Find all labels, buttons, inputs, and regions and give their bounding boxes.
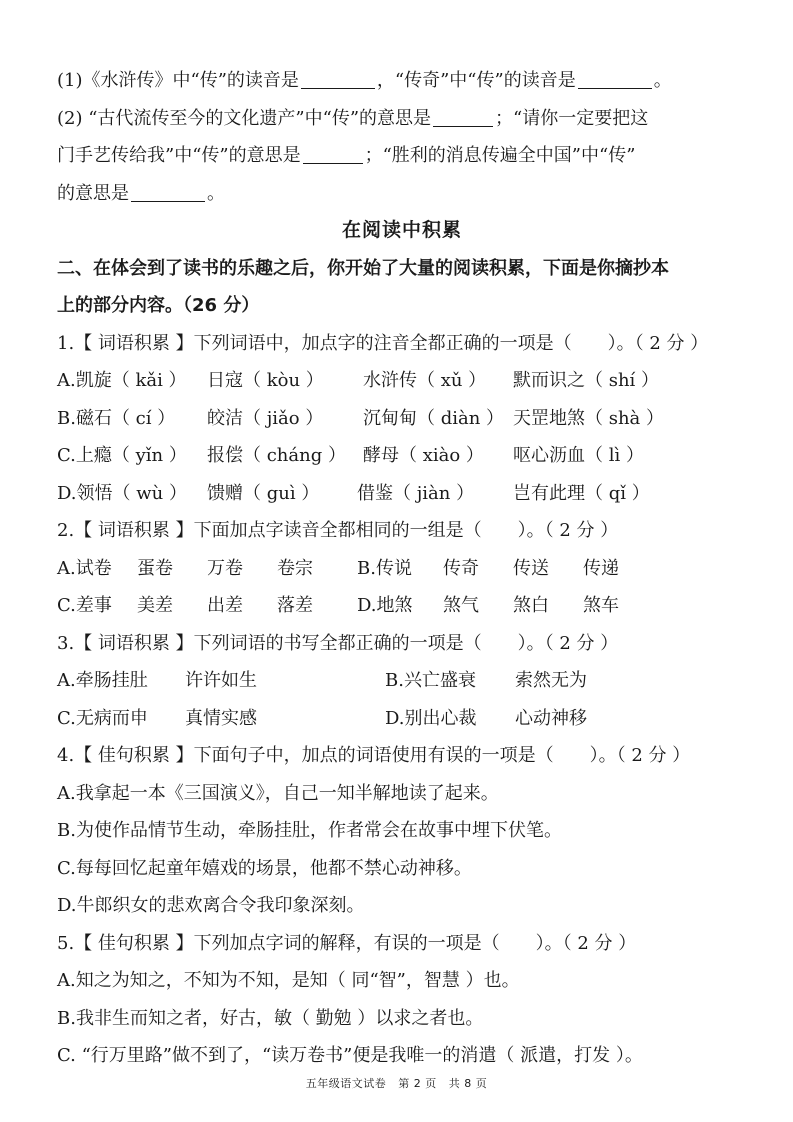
- choice-item: 借鉴（ jiàn ）: [357, 482, 475, 504]
- footer-total-pages: 共 8 页: [448, 1077, 488, 1090]
- choice-item: 沉甸甸（ diàn ）: [363, 407, 505, 429]
- question-1-stem: 1.【 词语积累 】下列词语中，加点字的注音全都正确的一项是（ ）。（ 2 分 ）: [57, 332, 709, 354]
- choice-item: 传送: [513, 557, 549, 579]
- choice-item: C.上瘾（ yǐn ）: [57, 445, 187, 466]
- choice-item: 卷宗: [277, 557, 313, 579]
- q5-option-b[interactable]: B.我非生而知之者，好古，敏（ 勤勉 ）以求之者也。: [57, 1007, 484, 1029]
- question-3-stem: 3.【 词语积累 】下列词语的书写全都正确的一项是（ ）。（ 2 分 ）: [57, 632, 619, 654]
- choice-item: A.牵肠挂肚: [57, 670, 148, 691]
- choice-item: 落差: [277, 595, 313, 616]
- choice-item: 美差: [137, 595, 173, 616]
- q1-option-c[interactable]: [57, 437, 747, 475]
- choice-item: 煞车: [583, 595, 619, 616]
- choice-item: 水浒传（ xǔ ）: [363, 370, 487, 391]
- answer-blank[interactable]: [131, 179, 205, 202]
- choice-item: D.别出心裁: [385, 707, 477, 729]
- choice-item: 索然无为: [515, 670, 587, 691]
- question-text: ，“传奇”中“传”的读音是: [376, 70, 576, 91]
- choice-item: B.兴亡盛衰: [385, 670, 476, 691]
- q4-option-c[interactable]: C.每每回忆起童年嬉戏的场景，他都不禁心动神移。: [57, 857, 472, 879]
- q1-option-b[interactable]: [57, 400, 747, 438]
- fill-question-2-line-1: [57, 100, 747, 138]
- q1-option-d[interactable]: [57, 475, 747, 513]
- q1-option-a[interactable]: [57, 362, 747, 400]
- answer-blank[interactable]: [578, 66, 652, 89]
- q4-option-b[interactable]: B.为使作品情节生动，牵肠挂肚，作者常会在故事中埋下伏笔。: [57, 820, 562, 841]
- choice-item: 日寇（ kòu ）: [207, 370, 324, 391]
- answer-blank[interactable]: [303, 141, 363, 164]
- page-footer: [0, 1075, 793, 1091]
- question-text: (2) “古代流传至今的文化遗产”中“传”的意思是: [57, 107, 432, 129]
- question-text: ；“胜利的消息传遍全中国”中“传”: [364, 145, 636, 166]
- question-text: (1)《水浒传》中“传”的读音是: [57, 70, 299, 91]
- q3-options-row-2[interactable]: [57, 700, 747, 738]
- question-text: 。: [207, 182, 225, 204]
- q2-options-row-2[interactable]: [57, 587, 747, 625]
- choice-item: A.试卷: [57, 557, 112, 579]
- section-title: 在阅读中积累: [341, 219, 462, 241]
- choice-item: B.磁石（ cí ）: [57, 407, 176, 429]
- choice-item: 皎洁（ jiǎo ）: [207, 407, 324, 429]
- question-text: ；“请你一定要把这: [495, 107, 649, 129]
- footer-page-number: 第 2 页: [398, 1077, 437, 1090]
- choice-item: C.差事: [57, 595, 112, 616]
- question-text: 门手艺传给我”中“传”的意思是: [57, 145, 301, 166]
- choice-item: 传奇: [443, 557, 479, 579]
- q3-options-row-1[interactable]: [57, 662, 747, 700]
- fill-question-2-line-2: [57, 137, 747, 175]
- choice-item: 出差: [207, 595, 243, 616]
- choice-item: 心动神移: [515, 707, 587, 729]
- fill-question-1: [57, 62, 747, 100]
- choice-item: 煞气: [443, 595, 479, 616]
- choice-item: 传递: [583, 557, 619, 579]
- choice-item: 煞白: [513, 595, 549, 616]
- answer-blank[interactable]: [301, 66, 375, 89]
- choice-item: 真情实感: [185, 707, 257, 729]
- footer-title: 五年级语文试卷: [305, 1077, 387, 1090]
- choice-item: 岂有此理（ qǐ ）: [513, 482, 650, 504]
- q2-options-row-1[interactable]: [57, 550, 747, 588]
- question-text: 的意思是: [57, 182, 129, 204]
- question-2-stem: 2.【 词语积累 】下面加点字读音全都相同的一组是（ ）。（ 2 分 ）: [57, 520, 619, 541]
- fill-question-2-line-3: [57, 175, 747, 213]
- choice-item: 默而识之（ shí ）: [513, 370, 660, 391]
- choice-item: 馈赠（ guì ）: [207, 482, 320, 504]
- question-4-stem: 4.【 佳句积累 】下面句子中，加点的词语使用有误的一项是（ ）。（ 2 分 ）: [57, 745, 691, 766]
- q4-option-d[interactable]: D.牛郎织女的悲欢离合令我印象深刻。: [57, 895, 365, 916]
- choice-item: 许许如生: [185, 670, 257, 691]
- q4-option-a[interactable]: A.我拿起一本《三国演义》，自己一知半解地读了起来。: [57, 782, 499, 804]
- q5-option-c[interactable]: C. “行万里路”做不到了，“读万卷书”便是我唯一的消遣（ 派遣，打发 ）。: [57, 1045, 643, 1066]
- choice-item: 酵母（ xiào ）: [363, 445, 484, 466]
- choice-item: 蛋卷: [137, 557, 173, 579]
- q5-option-a[interactable]: A.知之为知之，不知为不知，是知（ 同“智”，智慧 ）也。: [57, 970, 520, 991]
- choice-item: 万卷: [207, 557, 243, 579]
- question-text: 。: [653, 70, 672, 91]
- choice-item: 天罡地煞（ shà ）: [513, 407, 665, 429]
- choice-item: C.无病而申: [57, 707, 148, 729]
- exam-page: [57, 62, 747, 1075]
- choice-item: D.地煞: [357, 595, 413, 616]
- part-heading-line-1: 二、在体会到了读书的乐趣之后，你开始了大量的阅读积累，下面是你摘抄本: [57, 257, 669, 279]
- choice-item: B.传说: [357, 557, 412, 579]
- choice-item: 报偿（ cháng ）: [207, 445, 346, 466]
- choice-item: 呕心沥血（ lì ）: [513, 445, 644, 466]
- part-heading-line-2: 上的部分内容。（26 分）: [57, 295, 260, 316]
- question-5-stem: 5.【 佳句积累 】下列加点字词的解释，有误的一项是（ ）。（ 2 分 ）: [57, 932, 637, 954]
- choice-item: A.凯旋（ kǎi ）: [57, 370, 187, 391]
- choice-item: D.领悟（ wù ）: [57, 482, 187, 504]
- answer-blank[interactable]: [433, 104, 493, 127]
